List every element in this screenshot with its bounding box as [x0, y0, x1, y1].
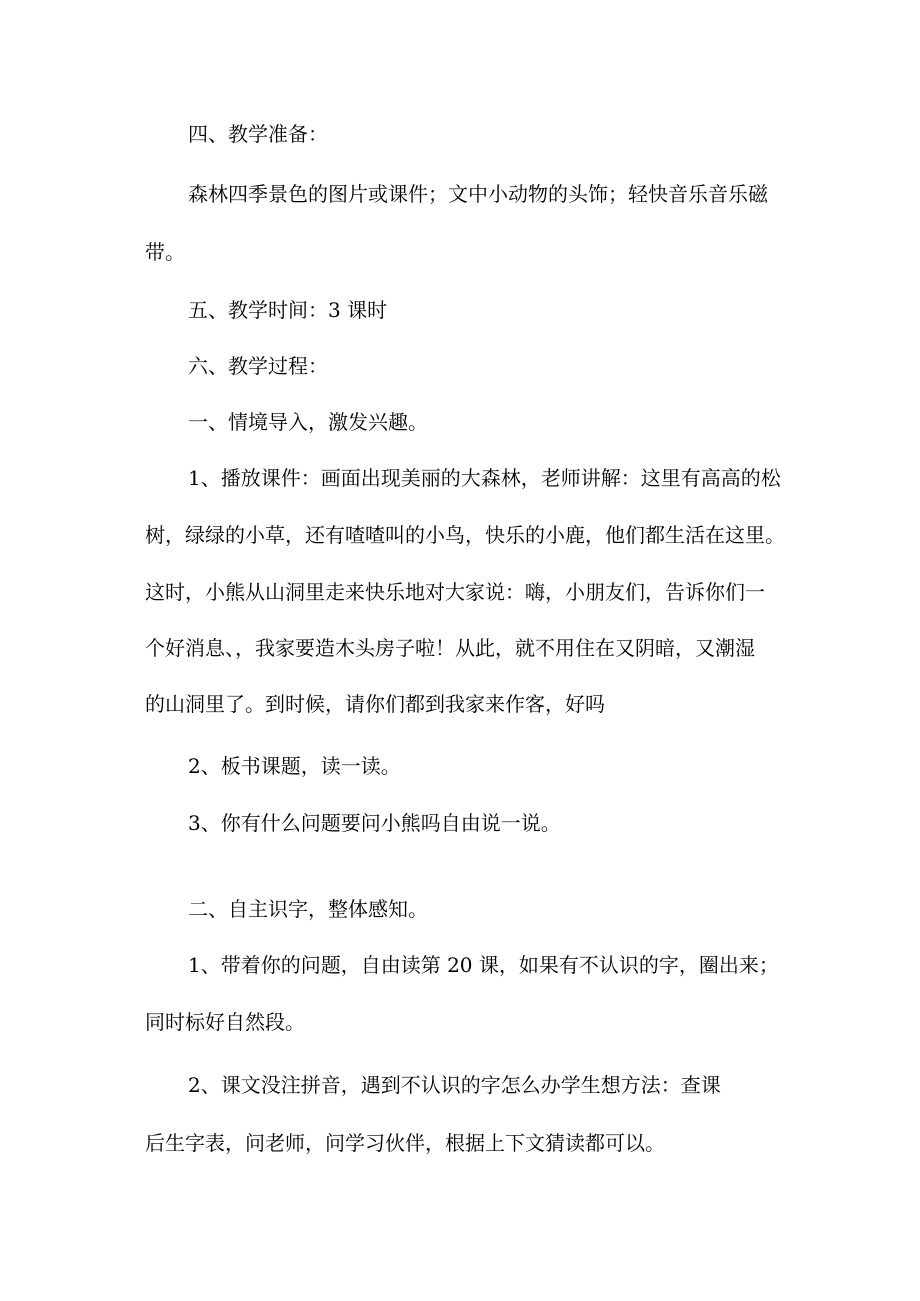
paragraph-line: 1、带着你的问题，自由读第 20 课，如果有不认识的字，圈出来； — [188, 953, 779, 977]
paragraph-line: 3、你有什么问题要问小熊吗自由说一说。 — [188, 811, 561, 835]
heading-teaching-process: 六、教学过程： — [188, 354, 328, 378]
paragraph-line: 1、播放课件：画面出现美丽的大森林，老师讲解：这里有高高的松 — [188, 466, 781, 490]
paragraph-line: 同时标好自然段。 — [145, 1010, 305, 1034]
paragraph-line: 这时，小熊从山洞里走来快乐地对大家说：嗨，小朋友们，告诉你们一 — [145, 580, 765, 604]
paragraph-line: 后生字表，问老师，问学习伙伴，根据上下文猜读都可以。 — [145, 1131, 665, 1155]
paragraph-line: 2、课文没注拼音，遇到不认识的字怎么办学生想方法：查课 — [188, 1073, 721, 1097]
paragraph-line: 个好消息、，我家要造木头房子啦！从此，就不用住在又阴暗，又潮湿 — [145, 636, 755, 660]
paragraph-line: 带。 — [145, 240, 185, 264]
paragraph-line: 的山洞里了。到时候，请你们都到我家来作客，好吗 — [145, 692, 605, 716]
heading-teaching-time: 五、教学时间：3 课时 — [188, 298, 388, 322]
paragraph-line: 树，绿绿的小草，还有喳喳叫的小鸟，快乐的小鹿，他们都生活在这里。 — [145, 523, 785, 547]
paragraph-line: 2、板书课题，读一读。 — [188, 754, 401, 778]
paragraph-line: 森林四季景色的图片或课件；文中小动物的头饰；轻快音乐音乐磁 — [188, 182, 768, 206]
section-heading-intro: 一、情境导入，激发兴趣。 — [188, 410, 428, 434]
section-heading-self-study: 二、自主识字，整体感知。 — [188, 897, 428, 921]
heading-preparation: 四、教学准备： — [188, 122, 328, 146]
